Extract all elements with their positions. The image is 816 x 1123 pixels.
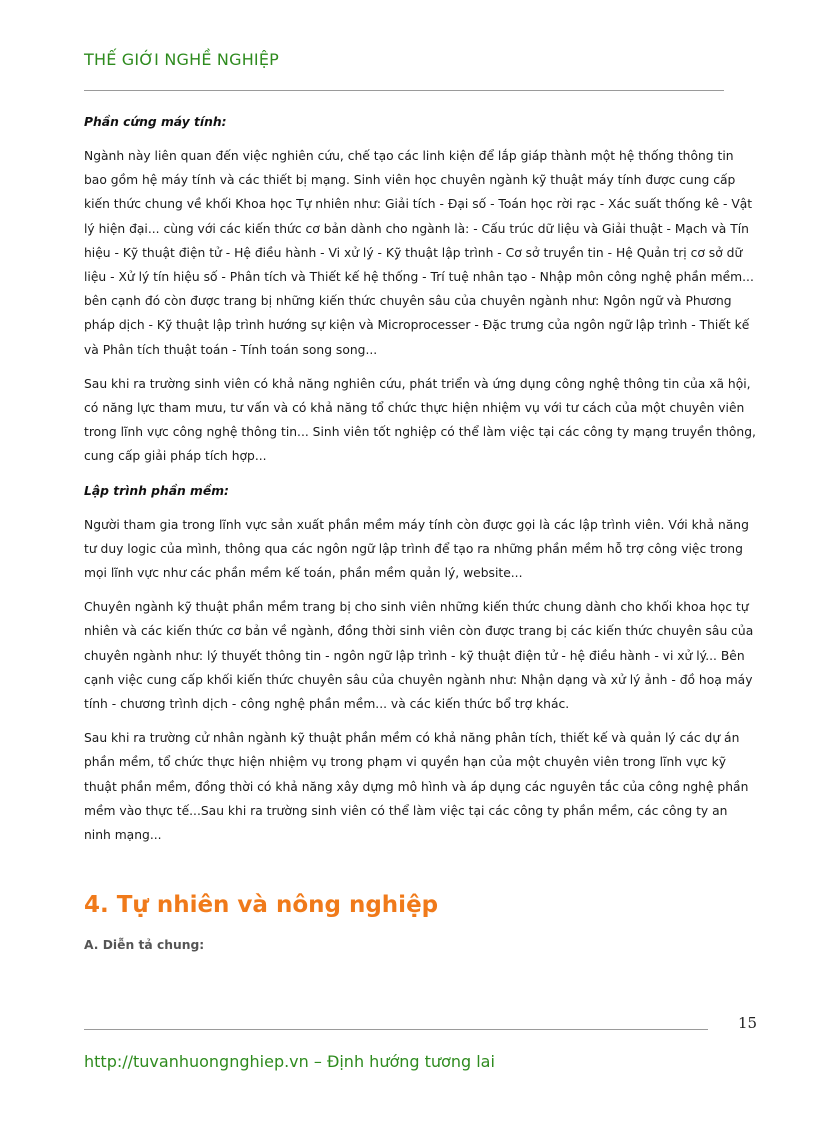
section-nature: [84, 889, 756, 957]
section-heading: 4. Tự nhiên và nông nghiệp: [84, 892, 439, 919]
header-divider: [84, 90, 724, 91]
subheading-software: Lập trình phần mềm:: [84, 483, 229, 498]
sub-label: A. Diễn tả chung:: [84, 938, 205, 953]
page-header-title: THẾ GIỚI NGHỀ NGHIỆP: [84, 50, 279, 69]
paragraph: Chuyên ngành kỹ thuật phần mềm trang bị cho sinh viên những kiến thức chung dành cho khối khoa học tự nhiên và các kiến thức cơ bản về ngành, đồng thời sinh viên còn được trang bị các kiến thức chuyên sâu của chuyên ngành như: lý thuyết thông tin - ngôn ngữ lập trình - kỹ thuật điện tử - hệ điều hành - vi xử lý... Bên cạnh việc cung cấp khối kiến thức chuyên sâu của chuyên ngành như: Nhận dạng và xử lý ảnh - đồ hoạ máy tính - chương trình dịch - công nghệ phần mềm... và các kiến thức bổ trợ khác.: [84, 600, 754, 712]
footer-link: http://tuvanhuongnghiep.vn – Định hướng tương lai: [84, 1052, 495, 1071]
paragraph: Sau khi ra trường sinh viên có khả năng nghiên cứu, phát triển và ứng dụng công nghệ thông tin của xã hội, có năng lực tham mưu, tư vấn và có khả năng tổ chức thực hiện nhiệm vụ với tư cách của một chuyên viên trong lĩnh vực công nghệ thông tin... Sinh viên tốt nghiệp có thể làm việc tại các công ty mạng truyền thông, cung cấp giải pháp tích hợp...: [84, 376, 756, 464]
paragraph: Người tham gia trong lĩnh vực sản xuất phần mềm máy tính còn được gọi là các lập trình viên. Với khả năng tư duy logic của mình, thông qua các ngôn ngữ lập trình để tạo ra những phần mềm hỗ trợ công việc trong mọi lĩnh vực như các phần mềm kế toán, phần mềm quản lý, website...: [84, 517, 749, 581]
section-hardware: [84, 110, 756, 469]
page-content: [84, 104, 756, 957]
section-software: [84, 479, 756, 848]
subheading-hardware: Phần cứng máy tính:: [84, 115, 227, 129]
page-number: 15: [738, 1014, 758, 1032]
paragraph: Sau khi ra trường cử nhân ngành kỹ thuật phần mềm có khả năng phân tích, thiết kế và quản lý các dự án phần mềm, tổ chức thực hiện nhiệm vụ trong phạm vi quyền hạn của một chuyên viên trong lĩnh vực kỹ thuật phần mềm, đồng thời có khả năng xây dựng mô hình và áp dụng các nguyên tắc của công nghệ phần mềm vào thực tế...Sau khi ra trường sinh viên có thể làm việc tại các công ty phần mềm, các công ty an ninh mạng...: [84, 731, 749, 843]
footer-divider: [84, 1029, 708, 1030]
paragraph: Ngành này liên quan đến việc nghiên cứu, chế tạo các linh kiện để lắp giáp thành một hệ thống thông tin bao gồm hệ máy tính và các thiết bị mạng. Sinh viên học chuyên ngành kỹ thuật máy tính được cung cấp kiến thức chung về khối Khoa học Tự nhiên như: Giải tích - Đại số - Toán học rời rạc - Xác suất thống kê - Vật lý hiện đại... cùng với các kiến thức cơ bản dành cho ngành là: - Cấu trúc dữ liệu và Giải thuật - Mạch và Tín hiệu - Kỹ thuật điện tử - Hệ điều hành - Vi xử lý - Kỹ thuật lập trình - Cơ sở truyền tin - Hệ Quản trị cơ sở dữ liệu - Xử lý tín hiệu số - Phân tích và Thiết kế hệ thống - Trí tuệ nhân tạo - Nhập môn công nghệ phần mềm... bên cạnh đó còn được trang bị những kiến thức chuyên sâu của chuyên ngành như: Ngôn ngữ và Phương pháp dịch - Kỹ thuật lập trình hướng sự kiện và Microprocesser - Đặc trưng của ngôn ngữ lập trình - Thiết kế và Phân tích thuật toán - Tính toán song song...: [84, 149, 754, 357]
